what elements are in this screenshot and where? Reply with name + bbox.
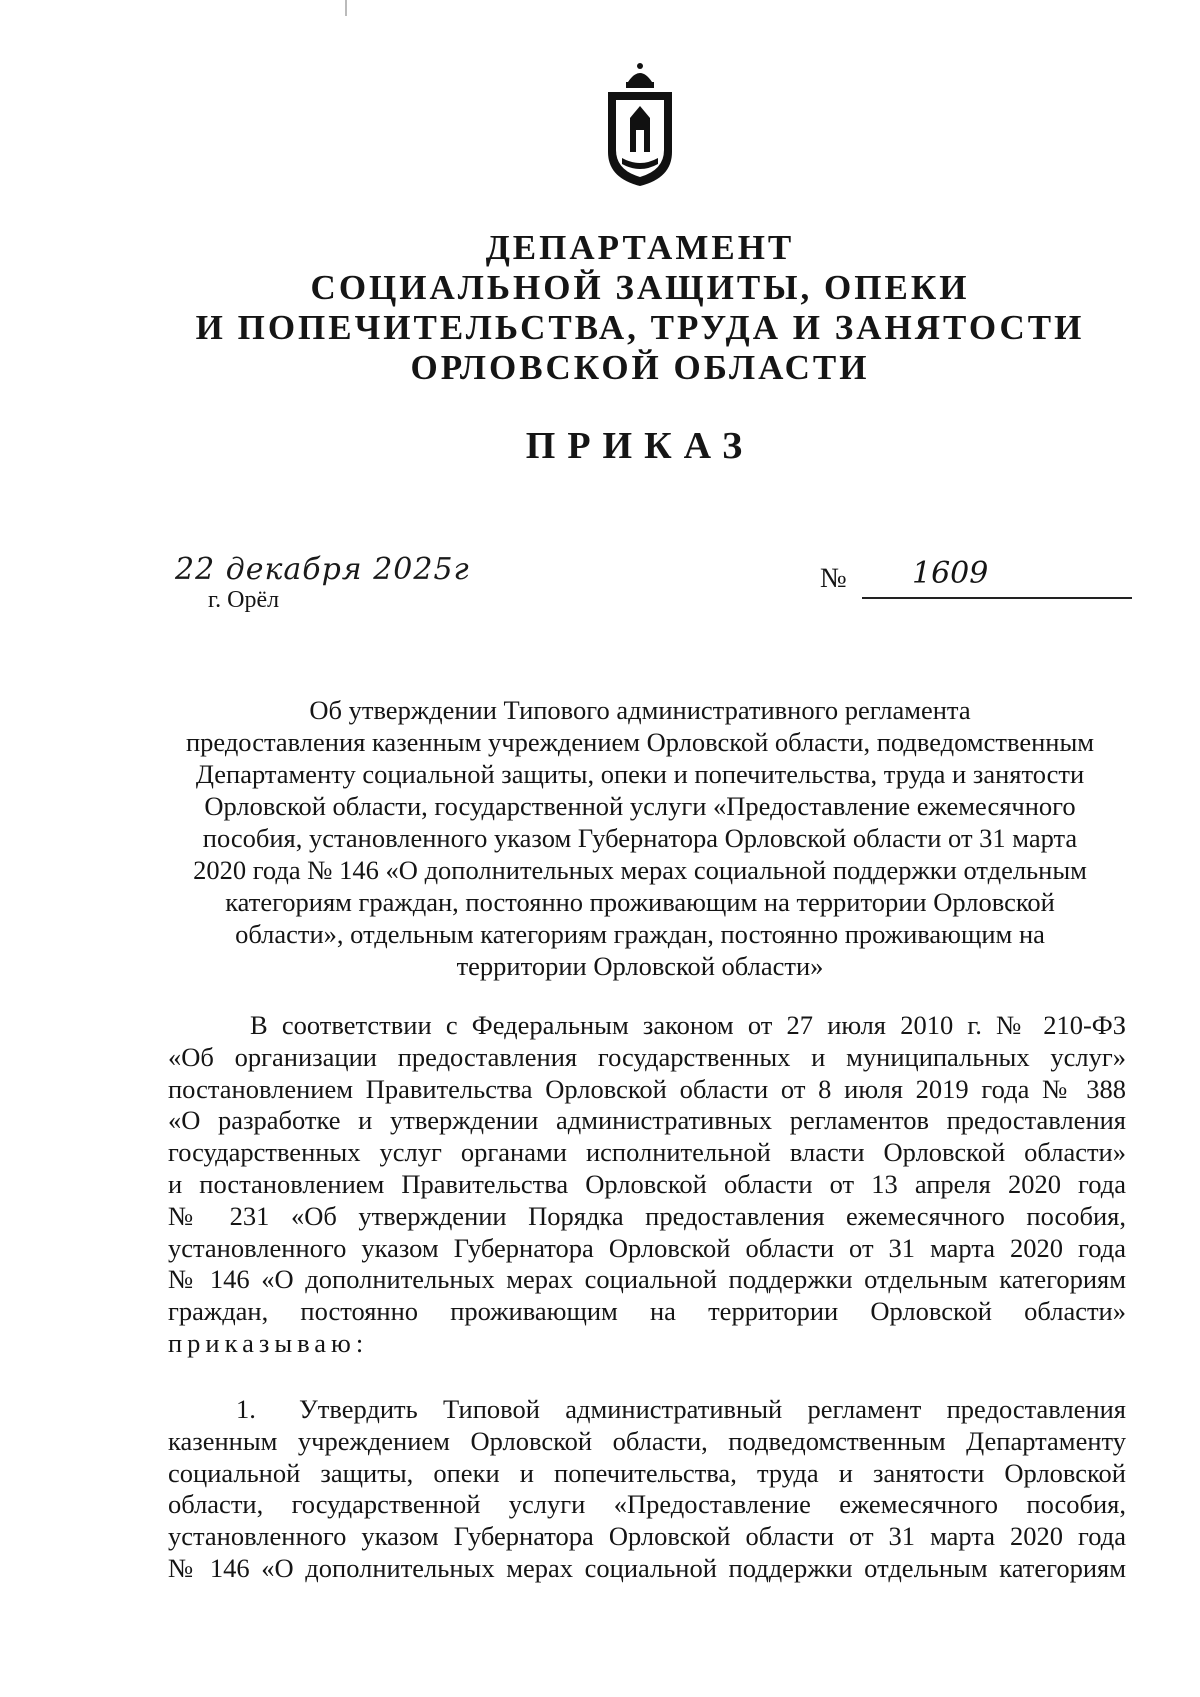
handwritten-date: 22 декабря 2025г (175, 552, 470, 587)
subject-line: Орловской области, государственной услуги «Предоставление ежемесячного (204, 791, 1076, 821)
paragraph-line: № 146 «О дополнительных мерах социальной поддержки отдельным категориям (168, 1264, 1126, 1295)
subject-line: предоставления казенным учреждением Орловской области, подведомственным (185, 727, 1095, 757)
paragraph-line: государственных услуг органами исполнительной власти Орловской области» (168, 1137, 1126, 1168)
subject-line: Об утверждении Типового административного регламента (309, 695, 971, 725)
org-line: СОЦИАЛЬНОЙ ЗАЩИТЫ, ОПЕКИ (310, 268, 970, 307)
paragraph-line: установленного указом Губернатора Орловской области от 31 марта 2020 года (168, 1232, 1126, 1263)
paragraph-line: области, государственной услуги «Предоставление ежемесячного пособия, (168, 1489, 1126, 1520)
preamble-paragraph (168, 1010, 1126, 1360)
number-label: № (820, 563, 847, 594)
paragraph-line: «О разработке и утверждении административных регламентов предоставления (168, 1105, 1126, 1136)
org-line: ДЕПАРТАМЕНТ (485, 228, 795, 267)
paragraph-line: «Об организации предоставления государственных и муниципальных услуг» (168, 1041, 1126, 1072)
subject-line: области», отдельным категориям граждан, постоянно проживающим на (235, 919, 1045, 949)
subject-line: территории Орловской области» (456, 951, 824, 981)
number-underline (862, 597, 1132, 599)
paragraph-line: постановлением Правительства Орловской области от 8 июля 2019 года № 388 (168, 1073, 1126, 1104)
org-line: И ПОПЕЧИТЕЛЬСТВА, ТРУДА И ЗАНЯТОСТИ (195, 308, 1085, 347)
organization-name (0, 228, 1200, 388)
document-subject (160, 694, 1120, 982)
handwritten-number: 1609 (912, 556, 989, 591)
city: г. Орёл (208, 587, 280, 613)
org-line: ОРЛОВСКОЙ ОБЛАСТИ (410, 348, 870, 387)
paragraph-line: граждан, постоянно проживающим на территории Орловской области» (168, 1296, 1126, 1327)
item-1-number: 1. (236, 1394, 256, 1424)
paragraph-line: социальной защиты, опеки и попечительства, труда и занятости Орловской (168, 1457, 1126, 1488)
subject-line: Департаменту социальной защиты, опеки и попечительства, труда и занятости (195, 759, 1085, 789)
item-1-first-line: Утвердить Типовой административный регламент предоставления (299, 1394, 1126, 1424)
paragraph-line: № 146 «О дополнительных мерах социальной поддержки отдельным категориям (168, 1552, 1126, 1583)
paragraph-line: № 231 «Об утверждении Порядка предоставления ежемесячного пособия, (168, 1200, 1126, 1231)
subject-line: категориям граждан, постоянно проживающим на территории Орловской (225, 887, 1055, 917)
document-type-title: ПРИКАЗ (525, 425, 755, 467)
subject-line: 2020 года № 146 «О дополнительных мерах социальной поддержки отдельным (193, 855, 1087, 885)
scan-artifact-line (345, 0, 347, 16)
orel-region-coat-of-arms-icon (600, 60, 680, 190)
paragraph-line (168, 1394, 1126, 1426)
paragraph-line: казенным учреждением Орловской области, подведомственным Департаменту (168, 1425, 1126, 1456)
order-word: приказываю: (168, 1327, 369, 1358)
subject-line: пособия, установленного указом Губернатора Орловской области от 31 марта (202, 823, 1078, 853)
paragraph-line: установленного указом Губернатора Орловской области от 31 марта 2020 года (168, 1521, 1126, 1552)
item-1-paragraph (168, 1394, 1126, 1585)
paragraph-line: и постановлением Правительства Орловской области от 13 апреля 2020 года (168, 1168, 1126, 1199)
paragraph-line: В соответствии с Федеральным законом от 27 июля 2010 г. № 210-ФЗ (250, 1010, 1126, 1040)
